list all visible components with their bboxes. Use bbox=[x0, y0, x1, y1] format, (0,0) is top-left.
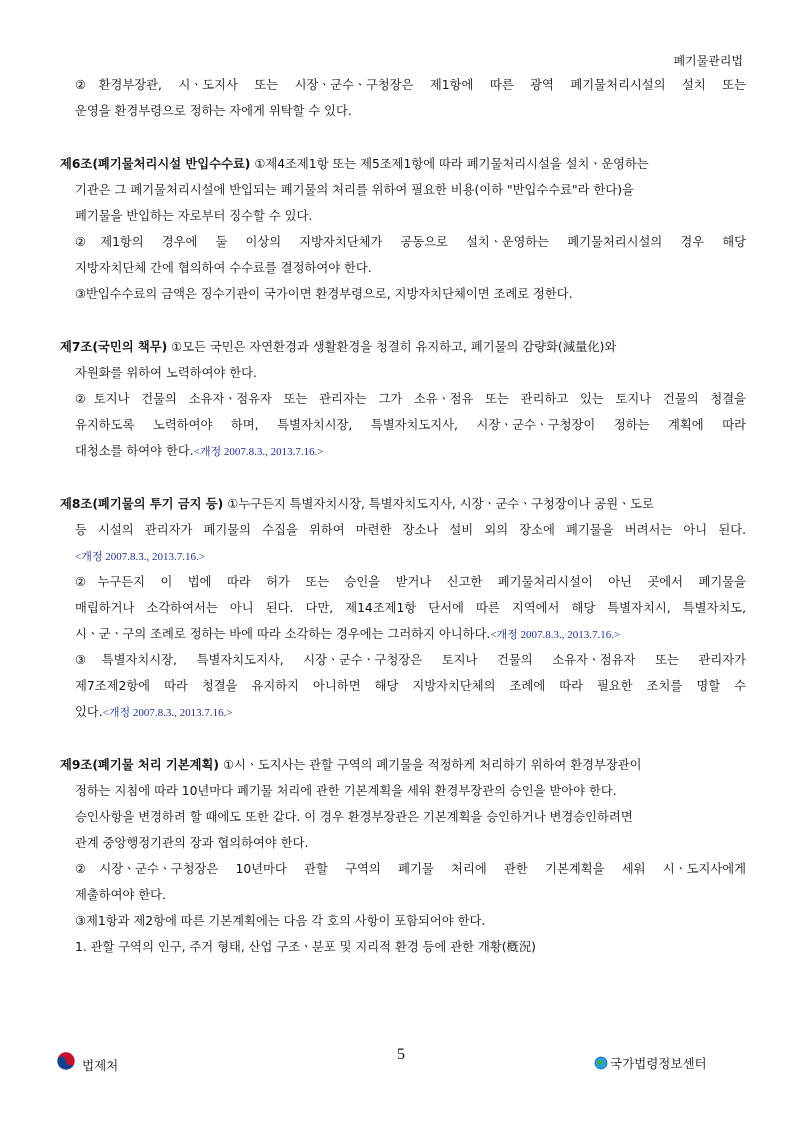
text-line: ②시장ㆍ군수ㆍ구청장은 10년마다 관할 구역의 폐기물 처리에 관한 기본계획을 세워 시ㆍ도지사에게 bbox=[75, 862, 746, 876]
text-line: ③반입수수료의 금액은 징수기관이 국가이면 환경부령으로, 지방자치단체이면 조례로 정한다. bbox=[75, 287, 573, 301]
text-line: 기관은 그 폐기물처리시설에 반입되는 폐기물의 처리를 위하여 필요한 비용(이하 "반입수수료"라 한다)을 bbox=[75, 183, 634, 197]
footer-right bbox=[594, 1054, 707, 1072]
globe-icon bbox=[594, 1056, 608, 1070]
amendment-note: <개정 2007.8.3., 2013.7.16.> bbox=[193, 446, 324, 458]
text-line: ①제4조제1항 또는 제5조제1항에 따라 폐기물처리시설을 설치ㆍ운영하는 bbox=[254, 157, 649, 171]
article-7-heading bbox=[60, 334, 746, 360]
text-line: ②누구든지 이 법에 따라 허가 또는 승인을 받거나 신고한 폐기물처리시설이 아닌 곳에서 폐기물을 bbox=[75, 575, 746, 589]
text-line: 유지하도록 노력하여야 하며, 특별자치시장, 특별자치도지사, 시장ㆍ군수ㆍ구청장이 정하는 계획에 따라 bbox=[75, 418, 746, 432]
text-line: 정하는 지침에 따라 10년마다 폐기물 처리에 관한 기본계획을 세워 환경부장관의 승인을 받아야 한다. bbox=[75, 784, 617, 798]
document-body bbox=[60, 72, 746, 960]
footer-right-label: 국가법령정보센터 bbox=[610, 1056, 707, 1071]
article-6-heading bbox=[60, 151, 746, 177]
paragraph-gap bbox=[60, 464, 746, 491]
paragraph-gap bbox=[60, 307, 746, 334]
amendment-note: <개정 2007.8.3., 2013.7.16.> bbox=[75, 551, 205, 563]
amendment-note: <개정 2007.8.3., 2013.7.16.> bbox=[490, 629, 621, 641]
text-line: ②환경부장관, 시ㆍ도지사 또는 시장ㆍ군수ㆍ구청장은 제1항에 따른 광역 폐기물처리시설의 설치 또는 bbox=[75, 78, 746, 92]
text-line: 대청소를 하여야 한다. bbox=[75, 444, 194, 458]
page-number: 5 bbox=[397, 1046, 405, 1063]
text-line: ③제1항과 제2항에 따른 기본계획에는 다음 각 호의 사항이 포함되어야 한다. bbox=[75, 914, 486, 928]
text-line: 승인사항을 변경하려 할 때에도 또한 같다. 이 경우 환경부장관은 기본계획을 승인하거나 변경승인하려면 bbox=[75, 810, 633, 824]
text-line: ②제1항의 경우에 둘 이상의 지방자치단체가 공동으로 설치ㆍ운영하는 폐기물처리시설의 경우 해당 bbox=[75, 235, 746, 249]
text-line: 매립하거나 소각하여서는 아니 된다. 다만, 제14조제1항 단서에 따른 지역에서 해당 특별자치시, 특별자치도, bbox=[75, 601, 746, 615]
text-line bbox=[60, 438, 746, 464]
text-line: 있다. bbox=[75, 705, 103, 719]
korea-emblem-icon bbox=[56, 1051, 76, 1071]
text-line: 등 시설의 관리자가 폐기물의 수집을 위하여 마련한 장소나 설비 외의 장소에 폐기물을 버려서는 아니 된다. bbox=[75, 523, 746, 537]
text-line: 폐기물을 반입하는 자로부터 징수할 수 있다. bbox=[75, 209, 313, 223]
law-name-header: 폐기물관리법 bbox=[673, 54, 743, 68]
paragraph-gap bbox=[60, 725, 746, 752]
text-line: ①누구든지 특별자치시장, 특별자치도지사, 시장ㆍ군수ㆍ구청장이나 공원ㆍ도로 bbox=[227, 497, 654, 511]
text-line: ②토지나 건물의 소유자ㆍ점유자 또는 관리자는 그가 소유ㆍ점유 또는 관리하고 있는 토지나 건물의 청결을 bbox=[75, 392, 746, 406]
text-line: ①시ㆍ도지사는 관할 구역의 폐기물을 적정하게 처리하기 위하여 환경부장관이 bbox=[222, 758, 642, 772]
text-line bbox=[60, 621, 746, 647]
article-9-heading bbox=[60, 752, 746, 778]
text-line: 시ㆍ군ㆍ구의 조례로 정하는 바에 따라 소각하는 경우에는 그러하지 아니하다. bbox=[75, 627, 491, 641]
footer-left-label: 법제처 bbox=[82, 1058, 119, 1073]
text-line: 지방자치단체 간에 협의하여 수수료를 결정하여야 한다. bbox=[75, 261, 372, 275]
paragraph-gap bbox=[60, 124, 746, 151]
footer-left bbox=[56, 1048, 118, 1074]
text-line: 자원화를 위하여 노력하여야 한다. bbox=[75, 366, 257, 380]
article-9-title: 제9조(폐기물 처리 기본계획) bbox=[60, 758, 220, 772]
text-line: 운영을 환경부령으로 정하는 자에게 위탁할 수 있다. bbox=[75, 104, 352, 118]
text-line: ③특별자치시장, 특별자치도지사, 시장ㆍ군수ㆍ구청장은 토지나 건물의 소유자ㆍ점유자 또는 관리자가 bbox=[75, 653, 746, 667]
text-line: 관계 중앙행정기관의 장과 협의하여야 한다. bbox=[75, 836, 309, 850]
article-8-heading bbox=[60, 491, 746, 517]
page-footer bbox=[0, 1042, 793, 1082]
text-line: 제7조제2항에 따라 청결을 유지하지 아니하면 해당 지방자치단체의 조례에 따라 필요한 조치를 명할 수 bbox=[75, 679, 746, 693]
text-line: ①모든 국민은 자연환경과 생활환경을 청결히 유지하고, 폐기물의 감량화(減量化)와 bbox=[171, 340, 617, 354]
text-line bbox=[60, 699, 746, 725]
amendment-note: <개정 2007.8.3., 2013.7.16.> bbox=[102, 707, 233, 719]
article-8-title: 제8조(폐기물의 투기 금지 등) bbox=[60, 497, 224, 511]
text-line bbox=[60, 543, 746, 569]
text-line: 제출하여야 한다. bbox=[75, 888, 166, 902]
article-7-title: 제7조(국민의 책무) bbox=[60, 340, 168, 354]
text-line: 1. 관할 구역의 인구, 주거 형태, 산업 구조ㆍ분포 및 지리적 환경 등에 관한 개황(槪況) bbox=[75, 940, 536, 954]
article-6-title: 제6조(폐기물처리시설 반입수수료) bbox=[60, 157, 251, 171]
